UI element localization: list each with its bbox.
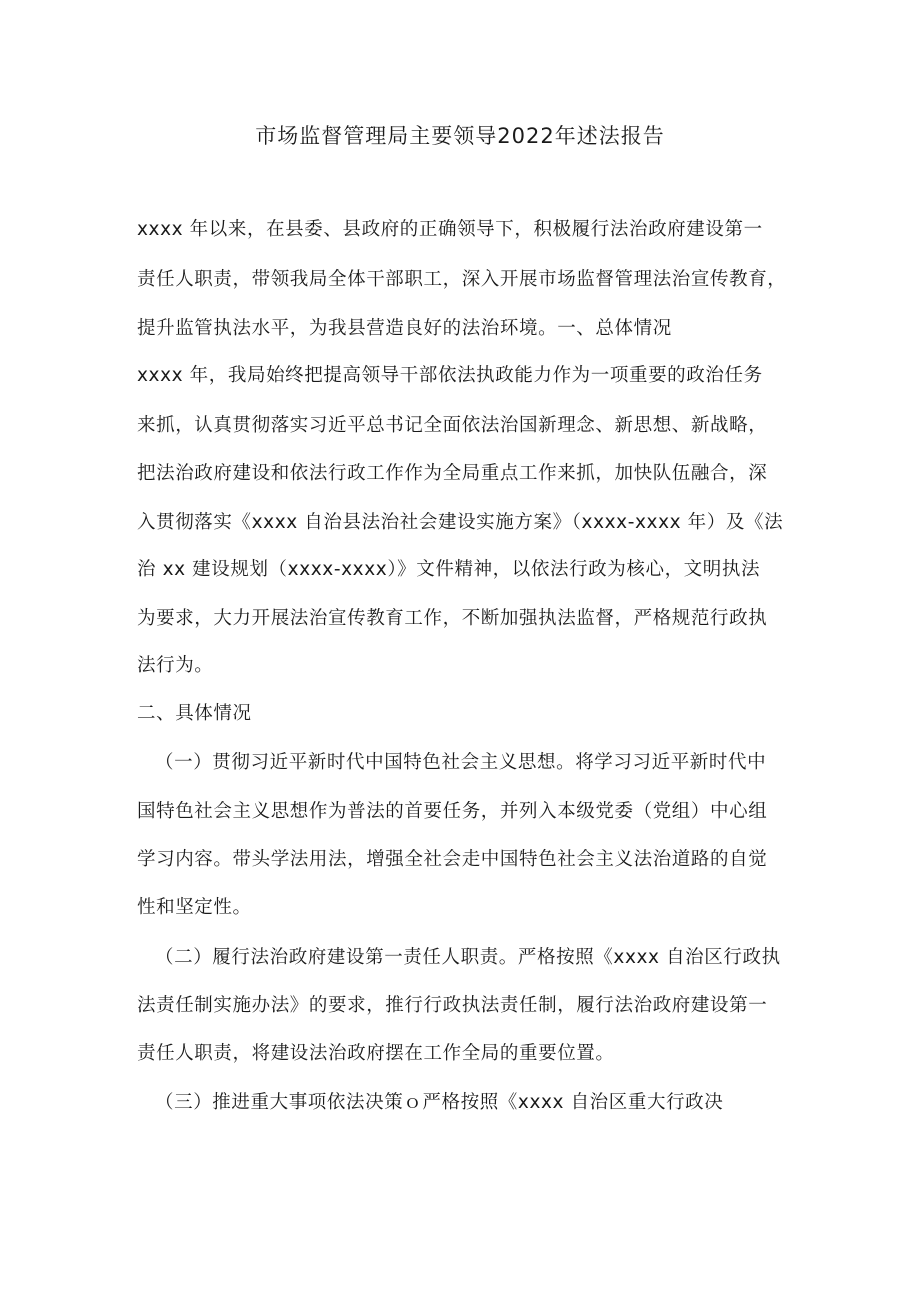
body-line: 提升监管执法水平，为我县营造良好的法治环境。一、总体情况 (137, 318, 672, 339)
document-title: 市场监督管理局主要领导2022年述法报告 (255, 124, 665, 148)
body-line: 性和坚定性。 (137, 897, 252, 918)
body-line: xxxx 年，我局始终把提高领导干部依法执政能力作为一项重要的政治任务 (137, 365, 763, 386)
body-line: 为要求，大力开展法治宣传教育工作，不断加强执法监督，严格规范行政执 (137, 608, 768, 629)
body-line: 法行为。 (137, 655, 214, 676)
body-line: xxxx 年以来，在县委、县政府的正确领导下，积极履行法治政府建设第一 (137, 219, 763, 240)
body-line: 国特色社会主义思想作为普法的首要任务，并列入本级党委（党组）中心组 (137, 801, 768, 822)
body-line: 法责任制实施办法》的要求，推行行政执法责任制，履行法治政府建设第一 (137, 995, 768, 1016)
body-line: （三）推进重大事项依法决策ｏ严格按照《xxxx 自治区重大行政决 (155, 1092, 724, 1113)
body-line: 责任人职责，带领我局全体干部职工，深入开展市场监督管理法治宣传教育， (137, 269, 787, 290)
section-heading: 二、具体情况 (137, 703, 252, 724)
body-line: （一）贯彻习近平新时代中国特色社会主义思想。将学习习近平新时代中 (155, 752, 767, 773)
body-line: 入贯彻落实《xxxx 自治县法治社会建设实施方案》（xxxx-xxxx 年）及《法 (137, 512, 784, 533)
body-line: 学习内容。带头学法用法，增强全社会走中国特色社会主义法治道路的自觉 (137, 849, 768, 870)
body-line: （二）履行法治政府建设第一责任人职责。严格按照《xxxx 自治区行政执 (155, 947, 781, 968)
body-line: 把法治政府建设和依法行政工作作为全局重点工作来抓，加快队伍融合，深 (137, 463, 768, 484)
body-line: 责任人职责，将建设法治政府摆在工作全局的重要位置。 (137, 1043, 615, 1064)
body-line: 治 xx 建设规划（xxxx-xxxx）》文件精神，以依法行政为核心，文明执法 (137, 559, 761, 580)
body-line: 来抓，认真贯彻落实习近平总书记全面依法治国新理念、新思想、新战略， (137, 415, 768, 436)
